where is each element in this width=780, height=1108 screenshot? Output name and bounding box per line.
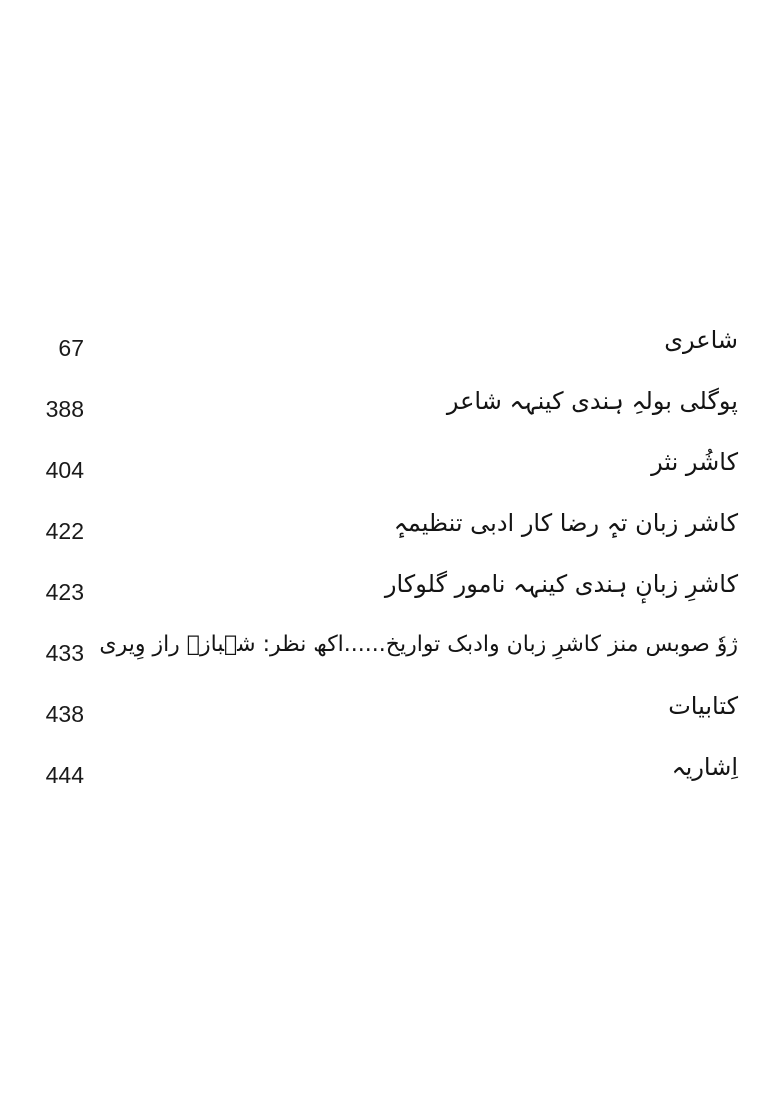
table-of-contents (0, 322, 780, 810)
toc-entry (0, 383, 780, 444)
toc-entry-title: شاعری (664, 326, 738, 354)
toc-entry-title: پوگلی بولہِ ہندی کینہہ شاعر (446, 387, 738, 415)
toc-entry (0, 688, 780, 749)
toc-entry-page-number: 433 (45, 640, 84, 666)
toc-entry (0, 627, 780, 688)
toc-entry-page-number: 444 (45, 762, 84, 788)
toc-entry-page-number: 67 (58, 335, 84, 361)
toc-entry-title: کاشر زبان تہٕ رضا کار ادبی تنظیمہٕ (393, 509, 738, 537)
toc-entry-page-number: 388 (45, 396, 84, 422)
toc-entry-page-number: 422 (45, 518, 84, 544)
toc-entry-title: کاشُر نثر (651, 448, 738, 476)
toc-entry-page-number: 423 (45, 579, 84, 605)
toc-entry-title: کاشرِ زبانٕ ہندی کینہہ نامور گلوکار (384, 570, 738, 598)
toc-entry-title: اِشاریہ (671, 753, 738, 781)
toc-entry (0, 566, 780, 627)
toc-entry-title: کتابیات (668, 692, 738, 720)
toc-entry-page-number: 404 (45, 457, 84, 483)
toc-entry-page-number: 438 (45, 701, 84, 727)
toc-entry (0, 322, 780, 383)
toc-entry (0, 444, 780, 505)
toc-entry (0, 505, 780, 566)
toc-entry-title: ژوٗ صوبس منز کاشرِ زبان وادبک تواریخ......اکھ نظر: شہبازؔ راز وِیری (99, 632, 738, 657)
toc-entry (0, 749, 780, 810)
